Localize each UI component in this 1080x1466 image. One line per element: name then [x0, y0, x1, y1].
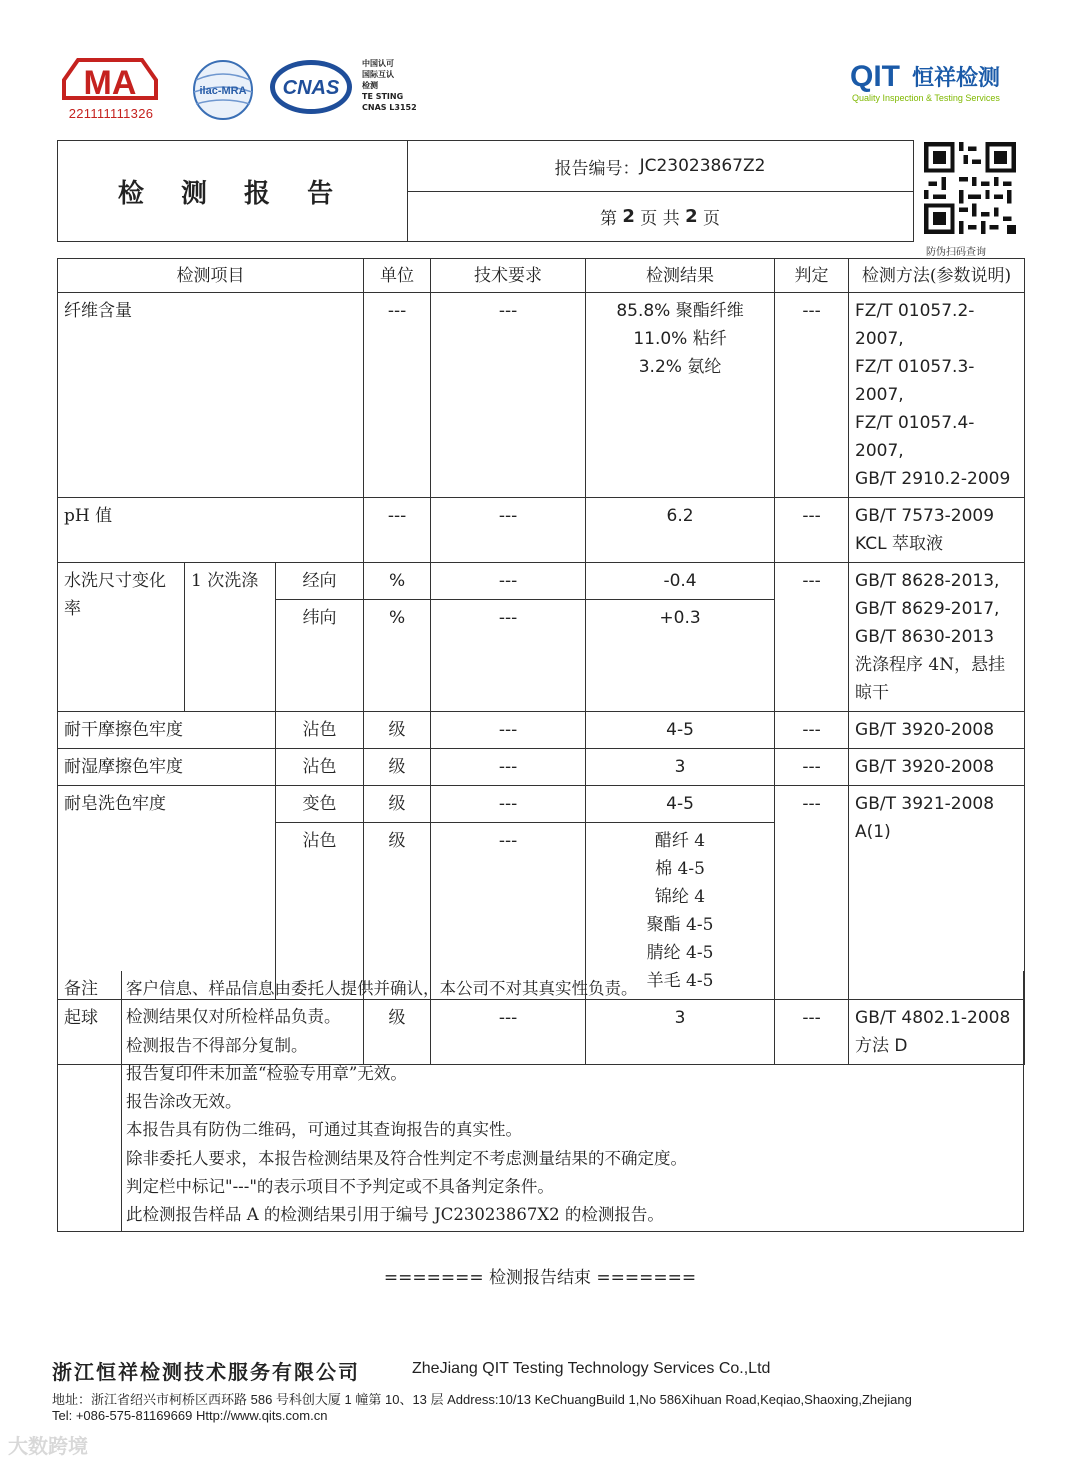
cnas-logo [268, 58, 354, 116]
judgement-cell: --- [775, 293, 849, 498]
table-row [58, 712, 1025, 749]
page-info [407, 191, 913, 241]
qit-cn-text: 恒祥检测 [912, 66, 1001, 91]
result-line: 11.0% 粘纤 [633, 329, 727, 349]
note-line: 此检测报告样品 A 的检测结果引用于编号 JC23023867X2 的检测报告。 [126, 1205, 664, 1225]
method-line: GB/T 2910.2-2009 [855, 469, 1011, 489]
cnas-line: 检测 [362, 81, 378, 90]
header-unit: 单位 [364, 259, 431, 293]
method-cell [849, 293, 1025, 498]
header-result: 检测结果 [586, 259, 775, 293]
qit-text: QIT [850, 60, 900, 93]
result-cell: 4-5 [586, 786, 775, 823]
result-cell: +0.3 [586, 600, 775, 712]
page-total: 2 [685, 205, 698, 227]
method-cell [849, 786, 1025, 1000]
qit-subtitle: Quality Inspection & Testing Services [852, 93, 1000, 103]
method-line: 晾干 [855, 683, 890, 703]
method-line: KCL 萃取液 [855, 534, 943, 554]
cnas-line: CNAS L3152 [362, 103, 417, 112]
report-header [57, 140, 914, 242]
judgement-cell: --- [775, 498, 849, 563]
result-line: 腈纶 4-5 [646, 943, 714, 963]
method-line: 洗涤程序 4N，悬挂 [855, 655, 1006, 675]
table-row [58, 749, 1025, 786]
note-line: 报告涂改无效。 [126, 1092, 242, 1112]
ilac-mra-logo [188, 58, 258, 122]
header-item: 检测项目 [58, 259, 364, 293]
unit-cell: % [364, 563, 431, 600]
unit-cell: --- [364, 498, 431, 563]
method-cell [849, 563, 1025, 712]
company-name-cn: 浙江恒祥检测技术服务有限公司 [52, 1360, 360, 1384]
cma-text: MA [83, 64, 137, 102]
unit-cell: 级 [364, 823, 431, 1000]
unit-cell: 级 [364, 1000, 431, 1065]
cnas-line: TE STING [362, 92, 404, 101]
note-line: 判定栏中标记"---"的表示项目不予判定或不具备判定条件。 [126, 1177, 554, 1197]
notes-body [126, 975, 687, 1230]
result-cell: 3 [586, 749, 775, 786]
cma-number: 221111111326 [68, 106, 154, 121]
method-cell: GB/T 3920-2008 [849, 749, 1025, 786]
judgement-cell: --- [775, 1000, 849, 1065]
method-line: FZ/T 01057.2-2007, [855, 301, 975, 349]
table-row [58, 498, 1025, 563]
item-name: pH 值 [58, 498, 364, 563]
report-end-marker: ======= 检测报告结束 ======= [383, 1268, 697, 1288]
unit-cell: 级 [364, 712, 431, 749]
method-line: GB/T 8628-2013, [855, 571, 1000, 591]
company-name-en: ZheJiang QIT Testing Technology Services Co.,Ltd [412, 1360, 771, 1377]
requirement-cell: --- [431, 293, 586, 498]
page-mid: 页 共 [640, 208, 680, 229]
qr-caption: 防伪扫码查询 [926, 247, 986, 258]
judgement-cell: --- [775, 786, 849, 1000]
table-row [58, 293, 1025, 498]
aspect-cell: 沾色 [276, 712, 364, 749]
cnas-line: 中国认可 [362, 59, 394, 68]
result-cell: 3 [586, 1000, 775, 1065]
requirement-cell: --- [431, 563, 586, 600]
item-name: 耐皂洗色牢度 [58, 786, 276, 1000]
result-line: 棉 4-5 [655, 859, 705, 879]
requirement-cell: --- [431, 786, 586, 823]
note-line: 本报告具有防伪二维码，可通过其查询报告的真实性。 [126, 1120, 522, 1140]
page-current: 2 [622, 205, 635, 227]
result-line: 羊毛 4-5 [646, 971, 714, 991]
note-line: 报告复印件未加盖“检验专用章”无效。 [126, 1063, 407, 1083]
method-line: GB/T 3921-2008 [855, 794, 995, 814]
result-line: 3.2% 氨纶 [638, 357, 722, 377]
method-line: 方法 D [855, 1036, 908, 1056]
requirement-cell: --- [431, 749, 586, 786]
method-line: FZ/T 01057.3-2007, [855, 357, 975, 405]
note-line: 检测报告不得部分复制。 [126, 1035, 308, 1055]
table-row [58, 786, 1025, 823]
result-line: 醋纤 4 [654, 831, 706, 851]
method-cell: GB/T 3920-2008 [849, 712, 1025, 749]
aspect-cell: 变色 [276, 786, 364, 823]
notes-section [57, 971, 1024, 1232]
item-name: 水洗尺寸变化率 [58, 563, 185, 712]
aspect-cell: 沾色 [276, 749, 364, 786]
item-name: 耐湿摩擦色牢度 [58, 749, 276, 786]
method-line: GB/T 8629-2017, [855, 599, 1000, 619]
report-title: 检 测 报 告 [58, 141, 408, 241]
ilac-text: ilac-MRA [199, 85, 247, 97]
unit-cell: % [364, 600, 431, 712]
header-judgement: 判定 [775, 259, 849, 293]
report-number: JC23023867Z2 [639, 156, 766, 176]
notes-label: 备注 [58, 971, 122, 1231]
result-cell [586, 293, 775, 498]
requirement-cell: --- [431, 823, 586, 1000]
method-line: GB/T 4802.1-2008 [855, 1008, 1011, 1028]
result-cell: -0.4 [586, 563, 775, 600]
item-name: 起球 [58, 1000, 364, 1065]
cnas-text: CNAS [282, 77, 340, 99]
table-header-row [58, 259, 1025, 293]
report-number-label: 报告编号： [554, 158, 640, 179]
header-requirement: 技术要求 [431, 259, 586, 293]
method-cell [849, 498, 1025, 563]
cnas-line: 国际互认 [362, 70, 394, 79]
requirement-cell: --- [431, 600, 586, 712]
method-line: A(1) [855, 822, 891, 842]
unit-cell: --- [364, 293, 431, 498]
header-method: 检测方法(参数说明) [849, 259, 1025, 293]
qr-code[interactable] [924, 142, 1016, 234]
report-number-row [407, 141, 913, 192]
judgement-cell: --- [775, 563, 849, 712]
wash-cycles: 1 次洗涤 [185, 563, 276, 712]
method-line: GB/T 7573-2009 [855, 506, 995, 526]
cnas-caption [362, 58, 417, 113]
method-line: FZ/T 01057.4-2007, [855, 413, 975, 461]
aspect-cell: 经向 [276, 563, 364, 600]
item-name: 耐干摩擦色牢度 [58, 712, 276, 749]
page-prefix: 第 [599, 208, 617, 229]
unit-cell: 级 [364, 749, 431, 786]
result-line: 85.8% 聚酯纤维 [616, 301, 744, 321]
note-line: 客户信息、样品信息由委托人提供并确认，本公司不对其真实性负责。 [126, 979, 638, 998]
judgement-cell: --- [775, 749, 849, 786]
page-suffix: 页 [703, 208, 721, 229]
unit-cell: 级 [364, 786, 431, 823]
note-line: 检测结果仅对所检样品负责。 [126, 1007, 341, 1027]
requirement-cell: --- [431, 498, 586, 563]
results-table [57, 258, 1025, 1065]
result-cell: 6.2 [586, 498, 775, 563]
result-cell: 4-5 [586, 712, 775, 749]
requirement-cell: --- [431, 712, 586, 749]
table-row [58, 563, 1025, 600]
result-line: 锦纶 4 [654, 887, 706, 907]
item-name: 纤维含量 [58, 293, 364, 498]
requirement-cell: --- [431, 1000, 586, 1065]
note-line: 除非委托人要求，本报告检测结果及符合性判定不考虑测量结果的不确定度。 [126, 1148, 687, 1168]
result-line: 聚酯 4-5 [646, 915, 714, 935]
aspect-cell: 沾色 [276, 823, 364, 1000]
company-address: 地址：浙江省绍兴市柯桥区西环路 586 号科创大厦 1 幢第 10、13 层 Address:10/13 KeChuangBuild 1,No 586Xihuan Road,Keqiao,Shaoxing,Zhejiang [52, 1392, 912, 1407]
aspect-cell: 纬向 [276, 600, 364, 712]
watermark: 大数跨境 [8, 1434, 88, 1458]
company-contact: Tel: +086-575-81169669 Http://www.qits.com.cn [52, 1408, 328, 1423]
method-line: GB/T 8630-2013 [855, 627, 995, 647]
judgement-cell: --- [775, 712, 849, 749]
